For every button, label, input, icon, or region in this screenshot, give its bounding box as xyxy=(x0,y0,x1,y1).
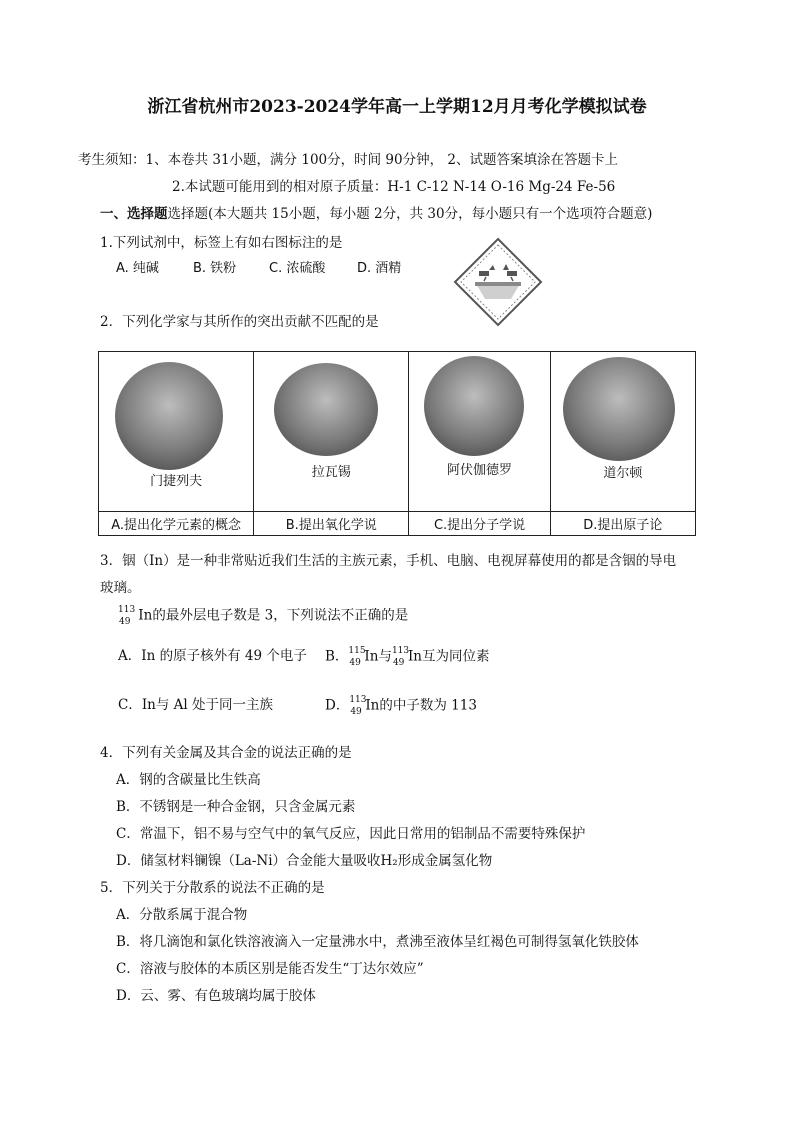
mass-number: 113 xyxy=(391,646,410,656)
portrait-dalton xyxy=(563,357,675,461)
notice-line-1: 考生须知：1、本卷共 31小题，满分 100分，时间 90分钟， 2、试题答案填涂在答题卡上 xyxy=(78,152,618,168)
scientist-name-3: 阿伏伽德罗 xyxy=(447,463,513,478)
q3-option-b-end: In互为同位素 xyxy=(407,648,490,665)
q3-stem-2: 玻璃。 xyxy=(100,580,141,596)
mass-number: 115 xyxy=(348,646,366,656)
scientist-name-4: 道尔顿 xyxy=(603,466,643,481)
q5-option-c: C．溶液与胶体的本质区别是能否发生“丁达尔效应” xyxy=(116,961,424,977)
scientist-cell-2 xyxy=(254,352,409,512)
q5-option-b: B．将几滴饱和氯化铁溶液滴入一定量沸水中，煮沸至液体呈红褐色可制得氢氧化铁胶体 xyxy=(116,934,639,950)
q2-stem: 2．下列化学家与其所作的突出贡献不匹配的是 xyxy=(100,314,379,330)
q3-option-a: A．In 的原子核外有 49 个电子 xyxy=(118,648,307,664)
q4-option-a: A．钢的含碳量比生铁高 xyxy=(116,772,261,788)
mass-number: 113 xyxy=(349,695,367,705)
q3-option-d-end: In的中子数为 113 xyxy=(365,697,477,714)
q5-stem: 5．下列关于分散系的说法不正确的是 xyxy=(100,880,325,896)
q1-option-d: D. 酒精 xyxy=(357,261,402,276)
q1-option-a: A. 纯碱 xyxy=(116,261,159,276)
atomic-number: 49 xyxy=(119,617,131,627)
portrait-mendeleev xyxy=(115,362,223,470)
q4-stem: 4．下列有关金属及其合金的说法正确的是 xyxy=(100,745,352,761)
q3-option-b-mid: In与 xyxy=(364,648,392,665)
nuclide-115 xyxy=(348,646,364,668)
scientist-name-2: 拉瓦锡 xyxy=(311,465,351,480)
q3-stem-3 xyxy=(118,605,408,627)
atomic-number: 49 xyxy=(349,658,361,668)
q5-option-a: A．分散系属于混合物 xyxy=(116,907,248,923)
q3-option-b-prefix: B． xyxy=(325,648,349,665)
q3-stem-1: 3．铟（In）是一种非常贴近我们生活的主族元素，手机、电脑、电视屏幕使用的都是含铟的导电 xyxy=(100,553,677,569)
q4-option-c: C．常温下，铝不易与空气中的氧气反应，因此日常用的铝制品不需要特殊保护 xyxy=(116,826,586,842)
q1-option-c: C. 浓硫酸 xyxy=(269,261,326,276)
scientist-cell-3 xyxy=(409,352,550,512)
scientist-name-1: 门捷列夫 xyxy=(150,474,203,489)
atomic-number: 49 xyxy=(392,658,405,668)
scientist-cell-1 xyxy=(99,352,254,512)
q1-option-b: B. 铁粉 xyxy=(193,261,237,276)
scientist-caption-c: C.提出分子学说 xyxy=(409,512,550,536)
q4-option-d: D．储氢材料镧镍（La-Ni）合金能大量吸收H₂形成金属氢化物 xyxy=(116,853,493,869)
scientist-caption-b: B.提出氧化学说 xyxy=(254,512,409,536)
scientists-table xyxy=(98,351,696,536)
scientist-caption-a: A.提出化学元素的概念 xyxy=(99,512,254,536)
q5-option-d: D．云、雾、有色玻璃均属于胶体 xyxy=(116,988,316,1004)
scientist-caption-d: D.提出原子论 xyxy=(550,512,695,536)
section-description: 选择题(本大题共 15小题，每小题 2分，共 30分，每小题只有一个选项符合题意) xyxy=(167,206,653,222)
atomic-number: 49 xyxy=(350,707,362,717)
page-title: 浙江省杭州市2023-2024学年高一上学期12月月考化学模拟试卷 xyxy=(147,97,647,117)
q3-option-c: C．In与 Al 处于同一主族 xyxy=(118,697,274,713)
portrait-lavoisier xyxy=(274,363,378,456)
portrait-avogadro xyxy=(424,356,524,456)
nuclide-113-d xyxy=(349,695,365,717)
section-title: 一、选择题 xyxy=(100,206,168,222)
q4-option-b: B．不锈钢是一种合金钢，只含金属元素 xyxy=(116,799,356,815)
scientist-cell-4 xyxy=(550,352,695,512)
notice-line-2: 2.本试题可能用到的相对原子质量：H-1 C-12 N-14 O-16 Mg-24 Fe-56 xyxy=(172,179,616,195)
q3-option-d-prefix: D． xyxy=(325,697,350,714)
mass-number: 113 xyxy=(118,605,136,615)
q3-stem-text: In的最外层电子数是 3，下列说法不正确的是 xyxy=(138,607,409,624)
nuclide-symbol xyxy=(118,605,134,627)
q1-stem: 1.下列试剂中，标签上有如右图标注的是 xyxy=(100,235,343,251)
section-heading xyxy=(100,204,652,224)
q3-option-b xyxy=(325,646,489,668)
q3-option-d xyxy=(325,695,477,717)
corrosive-hazard-icon xyxy=(453,237,543,327)
nuclide-113 xyxy=(392,646,408,668)
